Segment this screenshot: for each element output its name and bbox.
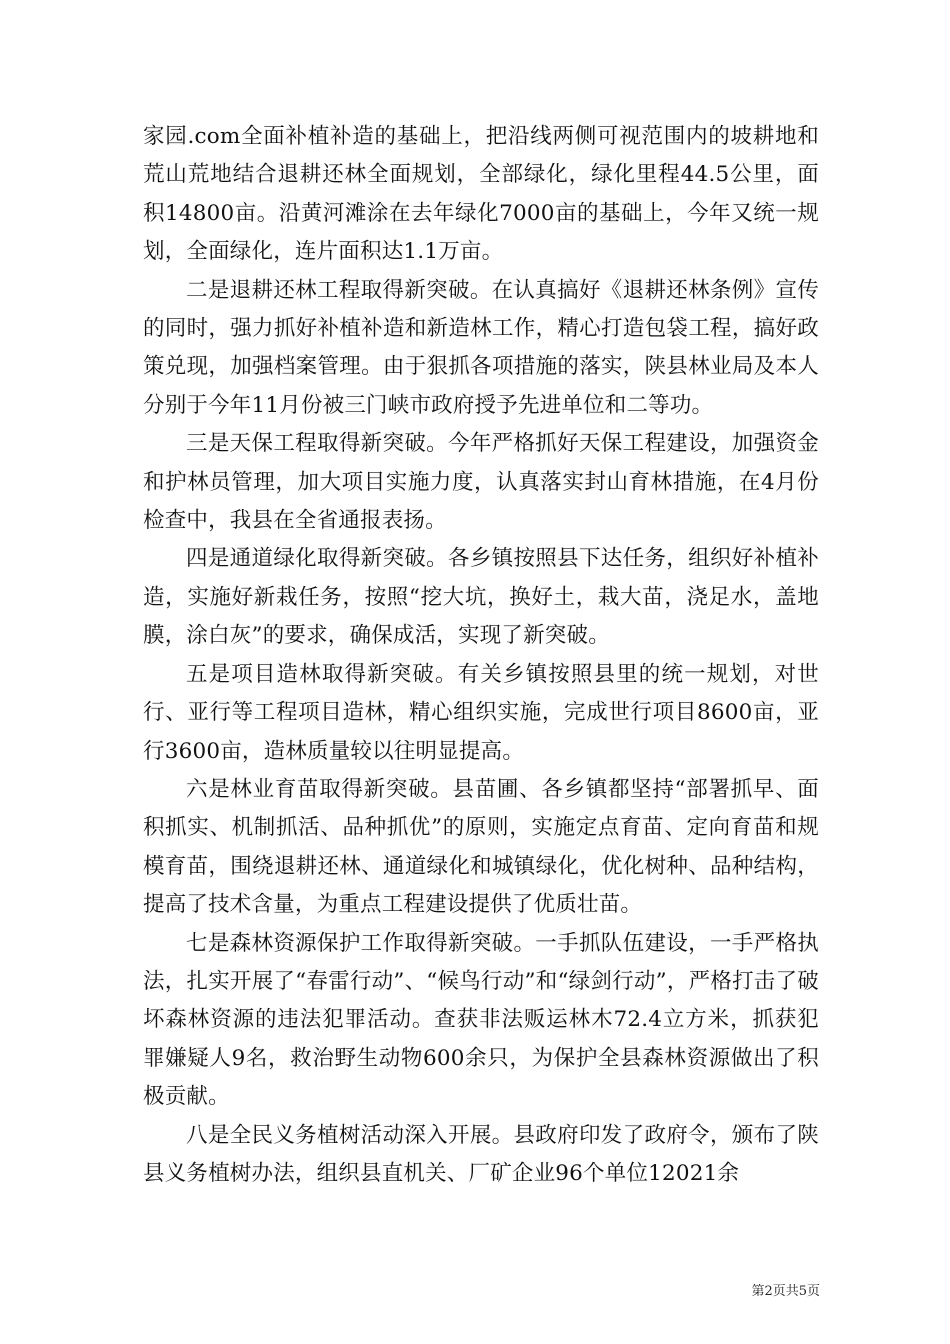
paragraph-3: 三是天保工程取得新突破。今年严格抓好天保工程建设，加强资金和护林员管理，加大项目实施力度，认真落实封山育林措施，在4月份检查中，我县在全省通报表扬。 bbox=[143, 431, 819, 534]
document-body bbox=[143, 118, 819, 1193]
paragraph-1: 家园.com全面补植补造的基础上，把沿线两侧可视范围内的坡耕地和荒山荒地结合退耕还林全面规划，全部绿化，绿化里程44.5公里，面积14800亩。沿黄河滩涂在去年绿化7000亩的基础上，今年又统一规划，全面绿化，连片面积达1.1万亩。 bbox=[143, 124, 819, 265]
paragraph-8: 八是全民义务植树活动深入开展。县政府印发了政府令，颁布了陕县义务植树办法，组织县直机关、厂矿企业96个单位12021余 bbox=[143, 1122, 819, 1186]
paragraph-6: 六是林业育苗取得新突破。县苗圃、各乡镇都坚持“部署抓早、面积抓实、机制抓活、品种抓优”的原则，实施定点育苗、定向育苗和规模育苗，围绕退耕还林、通道绿化和城镇绿化，优化树种、品种结构，提高了技术含量，为重点工程建设提供了优质壮苗。 bbox=[143, 776, 819, 918]
paragraph-7: 七是森林资源保护工作取得新突破。一手抓队伍建设，一手严格执法，扎实开展了“春雷行动”、“候鸟行动”和“绿剑行动”，严格打击了破坏森林资源的违法犯罪活动。查获非法贩运林木72.4立方米，抓获犯罪嫌疑人9名，救治野生动物600余只，为保护全县森林资源做出了积极贡献。 bbox=[143, 930, 819, 1110]
page-number: 第2页共5页 bbox=[751, 1284, 820, 1299]
paragraph-4: 四是通道绿化取得新突破。各乡镇按照县下达任务，组织好补植补造，实施好新栽任务，按照“挖大坑，换好土，栽大苗，浇足水，盖地膜，涂白灰”的要求，确保成活，实现了新突破。 bbox=[143, 546, 819, 649]
paragraph-5: 五是项目造林取得新突破。有关乡镇按照县里的统一规划，对世行、亚行等工程项目造林，精心组织实施，完成世行项目8600亩，亚行3600亩，造林质量较以往明显提高。 bbox=[143, 661, 819, 764]
page-footer bbox=[700, 1283, 820, 1301]
paragraph-2: 二是退耕还林工程取得新突破。在认真搞好《退耕还林条例》宣传的同时，强力抓好补植补造和新造林工作，精心打造包袋工程，搞好政策兑现，加强档案管理。由于狠抓各项措施的落实，陕县林业局及本人分别于今年11月份被三门峡市政府授予先进单位和二等功。 bbox=[143, 277, 819, 418]
